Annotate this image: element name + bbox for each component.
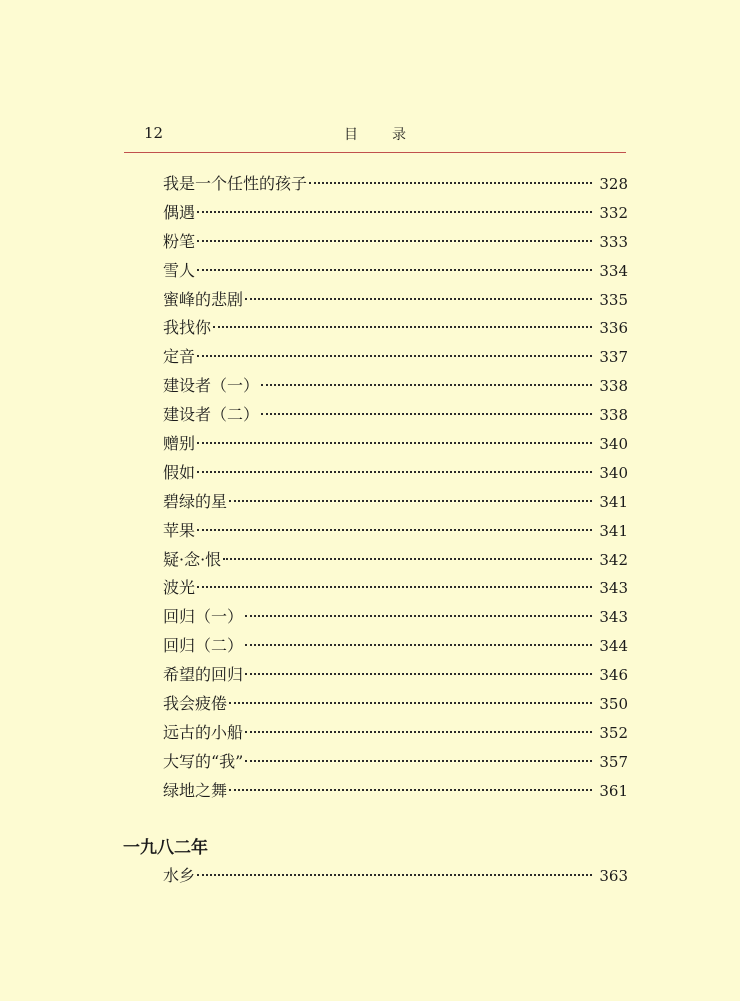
dot-leader [309,182,592,184]
toc-entry-title: 我会疲倦 [163,694,228,714]
page-header [124,122,626,152]
toc-entry-title: 蜜峰的悲剧 [163,289,244,309]
toc-entry-page: 337 [599,348,628,367]
toc-entry-page: 341 [599,521,628,540]
toc-entry-page: 336 [599,319,628,338]
toc-entry [163,777,628,806]
toc-entry [163,862,628,891]
toc-entry-title: 定音 [163,347,196,367]
toc-entry [163,661,628,690]
toc-entry [163,546,628,575]
toc-entry [163,199,628,228]
toc-entry [163,228,628,257]
toc-entry-page: 340 [599,463,628,482]
dot-leader [197,586,592,588]
toc-entry-title: 偶遇 [163,202,196,222]
toc-entry [163,459,628,488]
toc-entry-page: 341 [599,492,628,511]
toc-entry-title: 回归（一） [163,607,244,627]
dot-leader [245,760,592,762]
dot-leader [197,211,592,213]
toc-entry-page: 333 [599,232,628,251]
toc-entry-title: 大写的“我” [163,751,244,771]
dot-leader [229,789,592,791]
dot-leader [245,731,592,733]
toc-entry-page: 338 [599,406,628,425]
toc-entry-title: 波光 [163,578,196,598]
dot-leader [197,471,592,473]
toc-entry-page: 346 [599,666,628,685]
dot-leader [197,355,592,357]
dot-leader [229,500,592,502]
dot-leader [261,384,592,386]
toc-entry-page: 328 [599,175,628,193]
toc-entry-title: 苹果 [163,520,196,540]
toc-entry-title: 远古的小船 [163,722,244,742]
toc-entry [163,401,628,430]
dot-leader [197,529,592,531]
toc-entry-page: 334 [599,261,628,280]
dot-leader [261,413,592,415]
toc-entry [163,690,628,719]
dot-leader [213,326,592,328]
toc-entry-page: 344 [599,637,628,656]
toc-entry-title: 水乡 [163,866,196,885]
toc-entry [163,286,628,315]
toc-entry-page: 363 [599,867,628,885]
toc-entry-title: 建设者（一） [163,376,260,396]
toc-entry-page: 340 [599,435,628,454]
toc-entry [163,314,628,343]
toc-entry [163,603,628,632]
section-heading: 一九八二年 [123,838,208,858]
toc-entry-page: 352 [599,723,628,742]
toc-entry [163,748,628,777]
toc-entry-page: 357 [599,752,628,771]
toc-entry-page: 361 [599,781,628,800]
toc-entry-title: 我找你 [163,318,212,338]
toc-entry [163,343,628,372]
dot-leader [197,874,592,876]
toc-entry-title: 我是一个任性的孩子 [163,174,308,193]
dot-leader [245,298,592,300]
toc-entry-page: 350 [599,695,628,714]
toc-entry-title: 绿地之舞 [163,780,228,800]
dot-leader [245,673,592,675]
toc-entry-page: 332 [599,203,628,222]
table-of-contents-section [163,862,628,891]
header-rule [124,152,626,153]
toc-entry [163,488,628,517]
toc-entry-page: 335 [599,290,628,309]
toc-entry-title: 赠别 [163,434,196,454]
dot-leader [223,558,592,560]
page-number: 12 [144,124,164,142]
running-title: 目录 [344,127,440,143]
dot-leader [245,615,592,617]
toc-entry-title: 碧绿的星 [163,491,228,511]
toc-entry [163,257,628,286]
toc-entry [163,517,628,546]
toc-entry-page: 343 [599,608,628,627]
toc-entry [163,430,628,459]
toc-entry [163,719,628,748]
toc-entry [163,632,628,661]
toc-entry [163,170,628,199]
dot-leader [197,240,592,242]
toc-entry-title: 雪人 [163,260,196,280]
dot-leader [197,442,592,444]
toc-entry-title: 假如 [163,462,196,482]
toc-entry-page: 343 [599,579,628,598]
dot-leader [229,702,592,704]
toc-entry-title: 粉笔 [163,231,196,251]
table-of-contents [163,170,628,806]
toc-entry-title: 疑·念·恨 [163,549,222,569]
toc-entry [163,574,628,603]
dot-leader [245,644,592,646]
toc-entry-page: 342 [599,550,628,569]
toc-entry-title: 回归（二） [163,636,244,656]
dot-leader [197,269,592,271]
toc-entry [163,372,628,401]
toc-entry-title: 建设者（二） [163,405,260,425]
toc-entry-page: 338 [599,377,628,396]
toc-entry-title: 希望的回归 [163,665,244,685]
